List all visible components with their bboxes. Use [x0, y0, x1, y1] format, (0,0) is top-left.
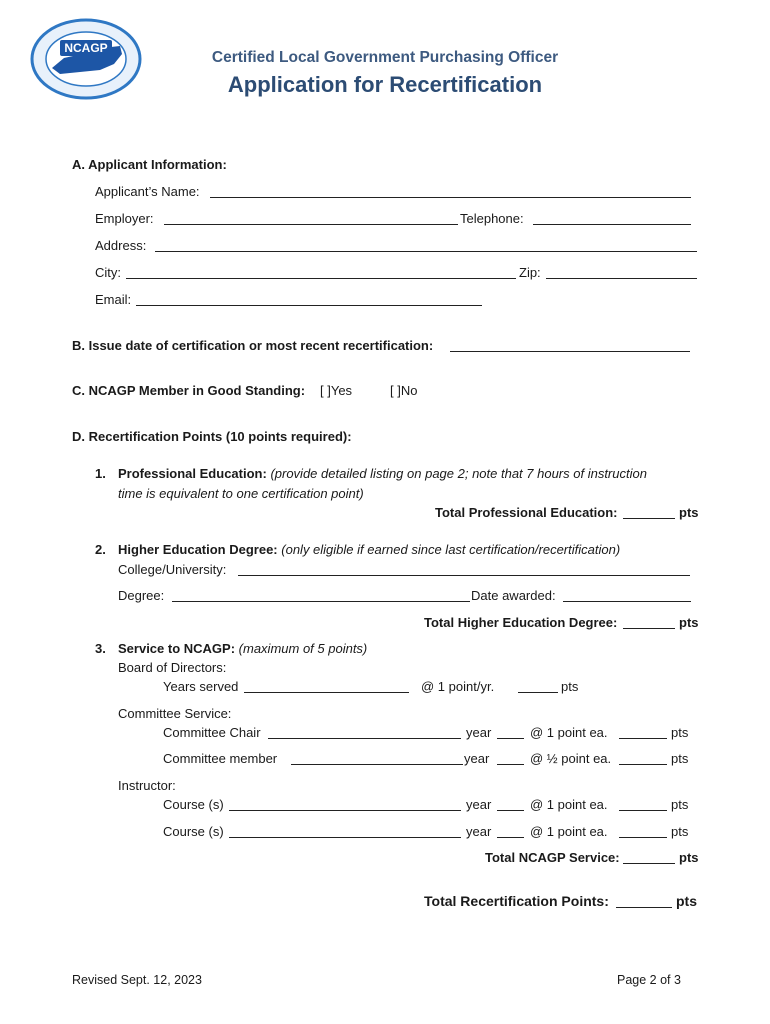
- year-label: year: [464, 751, 490, 766]
- college-label: College/University:: [118, 562, 227, 577]
- item-1-number: 1.: [95, 466, 106, 481]
- total-service-field[interactable]: [623, 851, 675, 864]
- years-served-field[interactable]: [244, 680, 409, 693]
- address-field[interactable]: [155, 239, 697, 252]
- professional-education-title: Professional Education:: [118, 466, 267, 481]
- year-label: year: [466, 824, 492, 839]
- item-2-number: 2.: [95, 542, 106, 557]
- section-c-heading: C. NCAGP Member in Good Standing:: [72, 383, 306, 398]
- email-label: Email:: [95, 292, 132, 307]
- zip-field[interactable]: [546, 266, 697, 279]
- degree-label: Degree:: [118, 588, 165, 603]
- applicant-name-label: Applicant’s Name:: [95, 184, 200, 199]
- higher-education-title: Higher Education Degree:: [118, 542, 278, 557]
- total-professional-education-label: Total Professional Education:: [435, 505, 618, 520]
- course-label: Course (s): [163, 797, 224, 812]
- pts-label: pts: [671, 751, 689, 766]
- date-awarded-label: Date awarded:: [471, 588, 556, 603]
- city-field[interactable]: [126, 266, 516, 279]
- issue-date-field[interactable]: [450, 339, 690, 352]
- course-label: Course (s): [163, 824, 224, 839]
- telephone-field[interactable]: [533, 212, 691, 225]
- committee-chair-label: Committee Chair: [163, 725, 261, 740]
- pts-label: pts: [671, 797, 689, 812]
- instructor-label: Instructor:: [118, 778, 176, 793]
- chair-rate-label: @ 1 point ea.: [530, 725, 608, 740]
- board-pts-field[interactable]: [518, 680, 558, 693]
- total-professional-education-field[interactable]: [623, 506, 675, 519]
- telephone-label: Telephone:: [460, 211, 524, 226]
- pts-label: pts: [676, 893, 697, 909]
- total-higher-education-field[interactable]: [623, 616, 675, 629]
- form-subtitle: Certified Local Government Purchasing Officer: [211, 49, 559, 66]
- page-title: Application for Recertification: [227, 72, 543, 97]
- member-pts-field[interactable]: [619, 752, 667, 765]
- member-no-checkbox[interactable]: [ ]No: [390, 383, 418, 398]
- board-label: Board of Directors:: [118, 660, 227, 675]
- college-field[interactable]: [238, 563, 690, 576]
- pts-label: pts: [671, 725, 689, 740]
- member-rate-label: @ ½ point ea.: [530, 751, 612, 766]
- course-year-field-2[interactable]: [497, 825, 524, 838]
- pts-label: pts: [679, 850, 699, 865]
- course-field-1[interactable]: [229, 798, 461, 811]
- member-year-field[interactable]: [497, 752, 524, 765]
- course-year-field-1[interactable]: [497, 798, 524, 811]
- committee-member-field[interactable]: [291, 752, 463, 765]
- total-recertification-label: Total Recertification Points:: [424, 893, 609, 909]
- committee-service-label: Committee Service:: [118, 706, 232, 721]
- degree-field[interactable]: [172, 589, 470, 602]
- year-label: year: [466, 725, 492, 740]
- total-higher-education-label: Total Higher Education Degree:: [424, 615, 618, 630]
- course-pts-field-2[interactable]: [619, 825, 667, 838]
- pts-label: pts: [679, 505, 699, 520]
- course-field-2[interactable]: [229, 825, 461, 838]
- course-rate-label: @ 1 point ea.: [530, 797, 608, 812]
- email-field[interactable]: [136, 293, 482, 306]
- employer-label: Employer:: [95, 211, 154, 226]
- professional-education-note-2: time is equivalent to one certification point): [118, 486, 364, 501]
- pts-label: pts: [671, 824, 689, 839]
- member-yes-checkbox[interactable]: [ ]Yes: [320, 383, 353, 398]
- years-served-label: Years served: [163, 679, 239, 694]
- professional-education-note-1: (provide detailed listing on page 2; note that 7 hours of instruction: [270, 466, 647, 481]
- applicant-name-field[interactable]: [210, 185, 691, 198]
- total-service-label: Total NCAGP Service:: [485, 850, 620, 865]
- committee-member-label: Committee member: [163, 751, 278, 766]
- date-awarded-field[interactable]: [563, 589, 691, 602]
- city-label: City:: [95, 265, 121, 280]
- logo-text: NCAGP: [64, 41, 108, 55]
- total-recertification-field[interactable]: [616, 895, 672, 908]
- address-label: Address:: [95, 238, 147, 253]
- chair-pts-field[interactable]: [619, 726, 667, 739]
- year-label: year: [466, 797, 492, 812]
- item-3-number: 3.: [95, 641, 106, 656]
- revised-date: Revised Sept. 12, 2023: [72, 973, 202, 987]
- section-a-heading: A. Applicant Information:: [72, 157, 227, 172]
- zip-label: Zip:: [519, 265, 541, 280]
- service-note: (maximum of 5 points): [238, 641, 368, 656]
- pts-label: pts: [679, 615, 699, 630]
- course-rate-label: @ 1 point ea.: [530, 824, 608, 839]
- years-rate-label: @ 1 point/yr.: [421, 679, 495, 694]
- section-d-heading: D. Recertification Points (10 points required):: [72, 429, 352, 444]
- employer-field[interactable]: [164, 212, 458, 225]
- service-title: Service to NCAGP:: [118, 641, 236, 656]
- higher-education-note: (only eligible if earned since last certification/recertification): [281, 542, 621, 557]
- page-number: Page 2 of 3: [617, 973, 681, 987]
- section-b-heading: B. Issue date of certification or most recent recertification:: [72, 338, 434, 353]
- chair-year-field[interactable]: [497, 726, 524, 739]
- pts-label: pts: [561, 679, 579, 694]
- committee-chair-field[interactable]: [268, 726, 461, 739]
- course-pts-field-1[interactable]: [619, 798, 667, 811]
